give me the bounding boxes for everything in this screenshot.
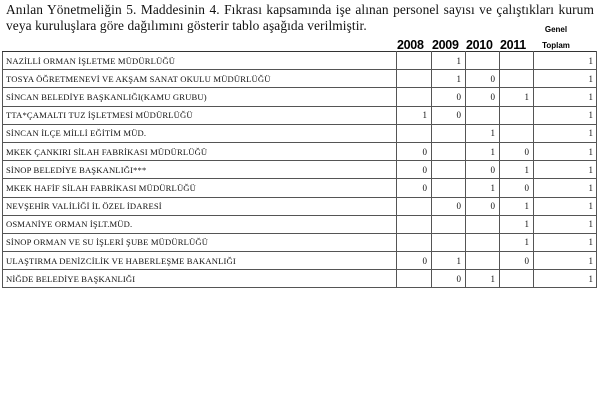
year-cell-2011: 0 — [500, 142, 534, 160]
year-cell-2011 — [500, 106, 534, 124]
total-header-line2: Toplam — [542, 41, 570, 50]
year-cell-2008 — [397, 88, 432, 106]
year-cell-2010: 1 — [466, 142, 500, 160]
table-row — [3, 70, 597, 88]
total-cell: 1 — [534, 70, 597, 88]
table-row — [3, 215, 597, 233]
table-row — [3, 52, 597, 70]
year-cell-2009 — [432, 142, 466, 160]
year-header-2011: 2011 — [500, 38, 526, 52]
year-cell-2011: 0 — [500, 179, 534, 197]
year-cell-2009: 0 — [432, 106, 466, 124]
table-row — [3, 233, 597, 251]
year-cell-2010 — [466, 52, 500, 70]
year-cell-2009: 1 — [432, 252, 466, 270]
year-cell-2011: 1 — [500, 161, 534, 179]
year-cell-2011 — [500, 70, 534, 88]
institution-name: SİNOP BELEDİYE BAŞKANLIĞI*** — [3, 161, 397, 179]
year-cell-2011: 1 — [500, 215, 534, 233]
total-cell: 1 — [534, 270, 597, 288]
total-cell: 1 — [534, 215, 597, 233]
year-cell-2011 — [500, 52, 534, 70]
year-cell-2010: 1 — [466, 124, 500, 142]
total-cell: 1 — [534, 124, 597, 142]
year-cell-2010 — [466, 252, 500, 270]
total-cell: 1 — [534, 52, 597, 70]
total-cell: 1 — [534, 142, 597, 160]
institution-name: NİĞDE BELEDİYE BAŞKANLIĞI — [3, 270, 397, 288]
year-cell-2010 — [466, 233, 500, 251]
total-cell: 1 — [534, 252, 597, 270]
year-cell-2009: 1 — [432, 70, 466, 88]
table-row — [3, 179, 597, 197]
year-cell-2010: 0 — [466, 70, 500, 88]
table-row — [3, 270, 597, 288]
institution-name: MKEK HAFİF SİLAH FABRİKASI MÜDÜRLÜĞÜ — [3, 179, 397, 197]
institution-name: NEVŞEHİR VALİLİĞİ İL ÖZEL İDARESİ — [3, 197, 397, 215]
year-cell-2011 — [500, 124, 534, 142]
table-row — [3, 88, 597, 106]
year-cell-2009: 0 — [432, 197, 466, 215]
total-cell: 1 — [534, 161, 597, 179]
table-row — [3, 197, 597, 215]
year-cell-2008: 0 — [397, 161, 432, 179]
year-cell-2009 — [432, 124, 466, 142]
year-cell-2008 — [397, 70, 432, 88]
year-cell-2011: 1 — [500, 233, 534, 251]
year-cell-2009 — [432, 179, 466, 197]
year-cell-2010 — [466, 215, 500, 233]
year-cell-2011: 1 — [500, 197, 534, 215]
institution-name: MKEK ÇANKIRI SİLAH FABRİKASI MÜDÜRLÜĞÜ — [3, 142, 397, 160]
year-cell-2009: 0 — [432, 270, 466, 288]
year-cell-2009: 1 — [432, 52, 466, 70]
total-cell: 1 — [534, 88, 597, 106]
table-row — [3, 106, 597, 124]
institution-name: NAZİLLİ ORMAN İŞLETME MÜDÜRLÜĞÜ — [3, 52, 397, 70]
institution-name: SİNOP ORMAN VE SU İŞLERİ ŞUBE MÜDÜRLÜĞÜ — [3, 233, 397, 251]
institution-name: SİNCAN BELEDİYE BAŞKANLIĞI(KAMU GRUBU) — [3, 88, 397, 106]
year-cell-2010: 0 — [466, 88, 500, 106]
table-row — [3, 142, 597, 160]
year-cell-2008 — [397, 197, 432, 215]
year-cell-2010: 0 — [466, 197, 500, 215]
year-cell-2010: 1 — [466, 270, 500, 288]
institution-name: ULAŞTIRMA DENİZCİLİK VE HABERLEŞME BAKANLIĞI — [3, 252, 397, 270]
total-cell: 1 — [534, 179, 597, 197]
year-cell-2008 — [397, 233, 432, 251]
total-cell: 1 — [534, 197, 597, 215]
year-cell-2011: 1 — [500, 88, 534, 106]
year-header-2008: 2008 — [397, 38, 424, 52]
year-cell-2008: 1 — [397, 106, 432, 124]
total-cell: 1 — [534, 106, 597, 124]
intro-paragraph: Anılan Yönetmeliğin 5. Maddesinin 4. Fıkrası kapsamında işe alınan personel sayısı ve çalıştıkları kurum veya kuruluşlara göre dağılımını gösterir tablo aşağıda verilmiştir. — [6, 2, 594, 33]
year-cell-2010: 1 — [466, 179, 500, 197]
table-row — [3, 161, 597, 179]
year-header-2010: 2010 — [466, 38, 493, 52]
institution-name: SİNCAN İLÇE MİLLİ EĞİTİM MÜD. — [3, 124, 397, 142]
institution-name: TOSYA ÖĞRETMENEVİ VE AKŞAM SANAT OKULU MÜDÜRLÜĞÜ — [3, 70, 397, 88]
total-cell: 1 — [534, 233, 597, 251]
year-cell-2010: 0 — [466, 161, 500, 179]
institution-name: TTA*ÇAMALTI TUZ İŞLETMESİ MÜDÜRLÜĞÜ — [3, 106, 397, 124]
year-cell-2008 — [397, 270, 432, 288]
total-header-line1: Genel — [544, 25, 568, 34]
year-cell-2008 — [397, 52, 432, 70]
year-cell-2009 — [432, 215, 466, 233]
table-row — [3, 124, 597, 142]
personnel-table — [2, 51, 597, 288]
year-cell-2011: 0 — [500, 252, 534, 270]
year-cell-2011 — [500, 270, 534, 288]
table-row — [3, 252, 597, 270]
year-cell-2008: 0 — [397, 179, 432, 197]
year-cell-2010 — [466, 106, 500, 124]
year-cell-2008 — [397, 124, 432, 142]
year-cell-2009 — [432, 233, 466, 251]
year-cell-2008: 0 — [397, 252, 432, 270]
year-cell-2009: 0 — [432, 88, 466, 106]
year-cell-2008: 0 — [397, 142, 432, 160]
institution-name: OSMANİYE ORMAN İŞLT.MÜD. — [3, 215, 397, 233]
year-cell-2008 — [397, 215, 432, 233]
year-header-2009: 2009 — [432, 38, 459, 52]
year-cell-2009 — [432, 161, 466, 179]
